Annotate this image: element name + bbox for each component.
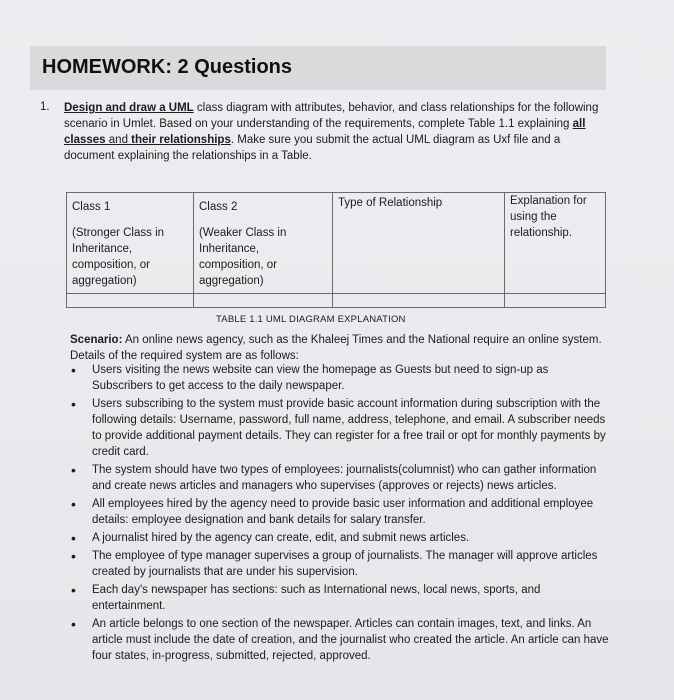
explanation-header: Explanation for using the relationship. [505, 193, 606, 294]
list-item: • An article belongs to one section of the newspaper. Articles can contain images, text, and links. An article must include the date of creation, and the journalist who created the article. An article can have four states, in-progress, submitted, rejected, approved. [70, 616, 610, 664]
class1-header: Class 1 (Stronger Class in Inheritance, composition, or aggregation) [67, 193, 194, 294]
relationship-type-header: Type of Relationship [333, 193, 505, 294]
requirements-list [70, 362, 610, 666]
table-empty-row [67, 294, 606, 308]
empty-cell[interactable] [505, 294, 606, 308]
question-all: all [572, 118, 586, 130]
class2-header: Class 2 (Weaker Class in Inheritance, composition, or aggregation) [194, 193, 333, 294]
question-rest-2: . Make sure you submit the actual UML diagram as Uxf file and a document explaining the relationships in a Table. [64, 134, 561, 162]
list-item: • All employees hired by the agency need to provide basic user information and additional employee details: employee designation and bank details for salary transfer. [70, 496, 610, 528]
page-title: HOMEWORK: 2 Questions [42, 56, 293, 78]
question-rest-1: class diagram with attributes, behavior, and class relationships for the following scenario in Umlet. Based on your understanding of the requirements, complete Table 1.1 explaining [64, 102, 599, 130]
title-bar [30, 46, 606, 90]
question-lead: Design and draw a UML [64, 102, 194, 114]
empty-cell[interactable] [333, 294, 505, 308]
empty-cell[interactable] [194, 294, 333, 308]
empty-cell[interactable] [67, 294, 194, 308]
uml-explanation-table [66, 192, 606, 308]
scenario-label: Scenario: [70, 334, 123, 346]
list-item: • A journalist hired by the agency can create, edit, and submit news articles. [70, 530, 610, 546]
table-caption: TABLE 1.1 UML DIAGRAM EXPLANATION [216, 314, 406, 325]
list-item: • Each day's newspaper has sections: such as International news, local news, sports, and entertainment. [70, 582, 610, 614]
list-item: • The system should have two types of employees: journalists(columnist) who can gather information and create news articles and managers who supervises (approves or rejects) news articles. [70, 462, 610, 494]
list-item: • Users visiting the news website can view the homepage as Guests but need to sign-up as Subscribers to get access to the daily newspaper. [70, 362, 610, 394]
question-classes: classes [64, 134, 106, 146]
question-text: Design and draw a UML class diagram with attributes, behavior, and class relationships for the following scenario in Umlet. Based on your understanding of the requirements, complete Table 1.1 explaining all classes and their relationships. Make sure you submit the actual UML diagram as Uxf file and a document explaining the relationships in a Table. [64, 102, 599, 162]
list-item: • Users subscribing to the system must provide basic account information during subscription with the following details: Username, password, full name, address, telephone, and email. A subscriber needs to provide additional payment details. They can register for a free trail or opt for monthly payments by credit card. [70, 396, 610, 460]
list-item: • The employee of type manager supervises a group of journalists. The manager will approve articles created by journalists that are under his supervision. [70, 548, 610, 580]
question-relationships: their relationships [131, 134, 231, 146]
table-header-row [67, 193, 606, 294]
scenario-text: An online news agency, such as the Khaleej Times and the National require an online system. Details of the required system are as follows: [70, 334, 602, 362]
question-number: 1. [40, 101, 50, 113]
scenario-paragraph [70, 332, 610, 364]
